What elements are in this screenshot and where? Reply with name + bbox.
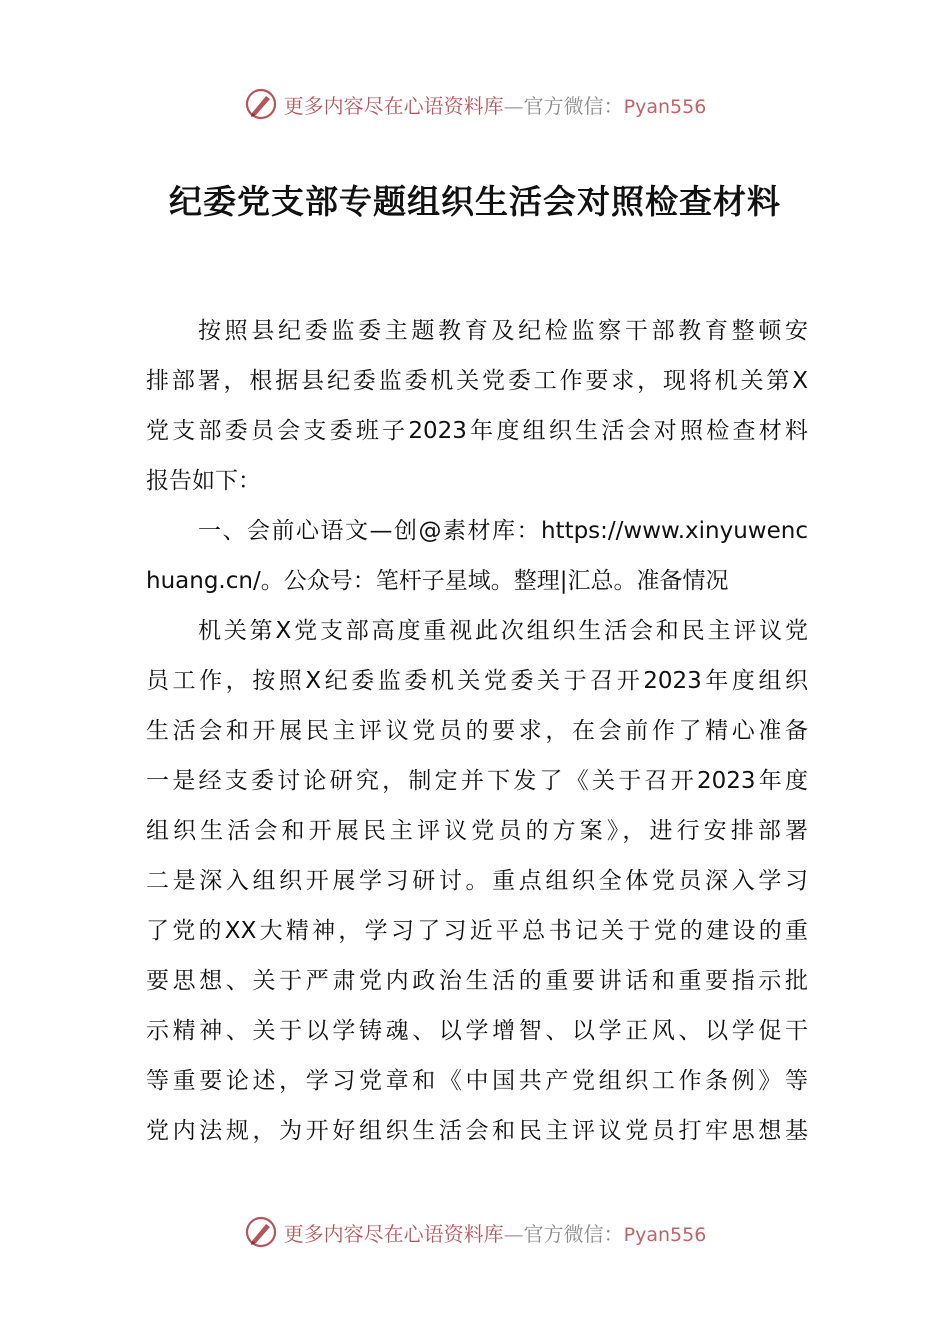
banner-wechat-label: 官方微信：	[523, 93, 624, 118]
body-line: 示精神、关于以学铸魂、以学增智、以学正风、以学促干	[146, 1018, 808, 1044]
body-line: 一是经支委讨论研究，制定并下发了《关于召开2023年度	[146, 768, 808, 794]
banner-wechat-id: Pyan556	[623, 95, 707, 118]
body-line: 党支部委员会支委班子2023年度组织生活会对照检查材料	[146, 418, 808, 444]
pen-logo-icon	[244, 87, 278, 121]
pen-logo-icon	[244, 1215, 278, 1249]
header-banner	[0, 84, 950, 124]
body-line: huang.cn/。公众号：笔杆子星域。整理|汇总。准备情况	[146, 568, 729, 594]
banner-separator: —	[503, 93, 524, 118]
document-body	[146, 306, 808, 1156]
document-title: 纪委党支部专题组织生活会对照检查材料	[169, 182, 781, 221]
banner-wechat-id: Pyan556	[623, 1223, 707, 1246]
banner-text: 更多内容尽在心语资料库	[283, 93, 504, 118]
body-line: 排部署，根据县纪委监委机关党委工作要求，现将机关第X	[146, 368, 808, 394]
banner-wechat-label: 官方微信：	[523, 1221, 624, 1246]
body-line: 按照县纪委监委主题教育及纪检监察干部教育整顿安	[198, 318, 808, 344]
body-line: 生活会和开展民主评议党员的要求，在会前作了精心准备	[146, 718, 808, 744]
body-line: 党内法规，为开好组织生活会和民主评议党员打牢思想基	[146, 1118, 808, 1144]
body-line: 一、会前心语文—创@素材库：https://www.xinyuwenc	[198, 518, 808, 544]
body-line: 要思想、关于严肃党内政治生活的重要讲话和重要指示批	[146, 968, 808, 994]
body-line: 了党的XX大精神，学习了习近平总书记关于党的建设的重	[146, 918, 808, 944]
body-line: 员工作，按照X纪委监委机关党委关于召开2023年度组织	[146, 668, 808, 694]
footer-banner	[0, 1212, 950, 1252]
banner-separator: —	[503, 1221, 524, 1246]
banner-text: 更多内容尽在心语资料库	[283, 1221, 504, 1246]
body-line: 机关第X党支部高度重视此次组织生活会和民主评议党	[198, 618, 808, 644]
body-line: 二是深入组织开展学习研讨。重点组织全体党员深入学习	[146, 868, 808, 894]
body-line: 报告如下：	[146, 468, 261, 494]
body-line: 组织生活会和开展民主评议党员的方案》，进行安排部署	[146, 818, 808, 844]
body-line: 等重要论述，学习党章和《中国共产党组织工作条例》等	[146, 1068, 808, 1094]
